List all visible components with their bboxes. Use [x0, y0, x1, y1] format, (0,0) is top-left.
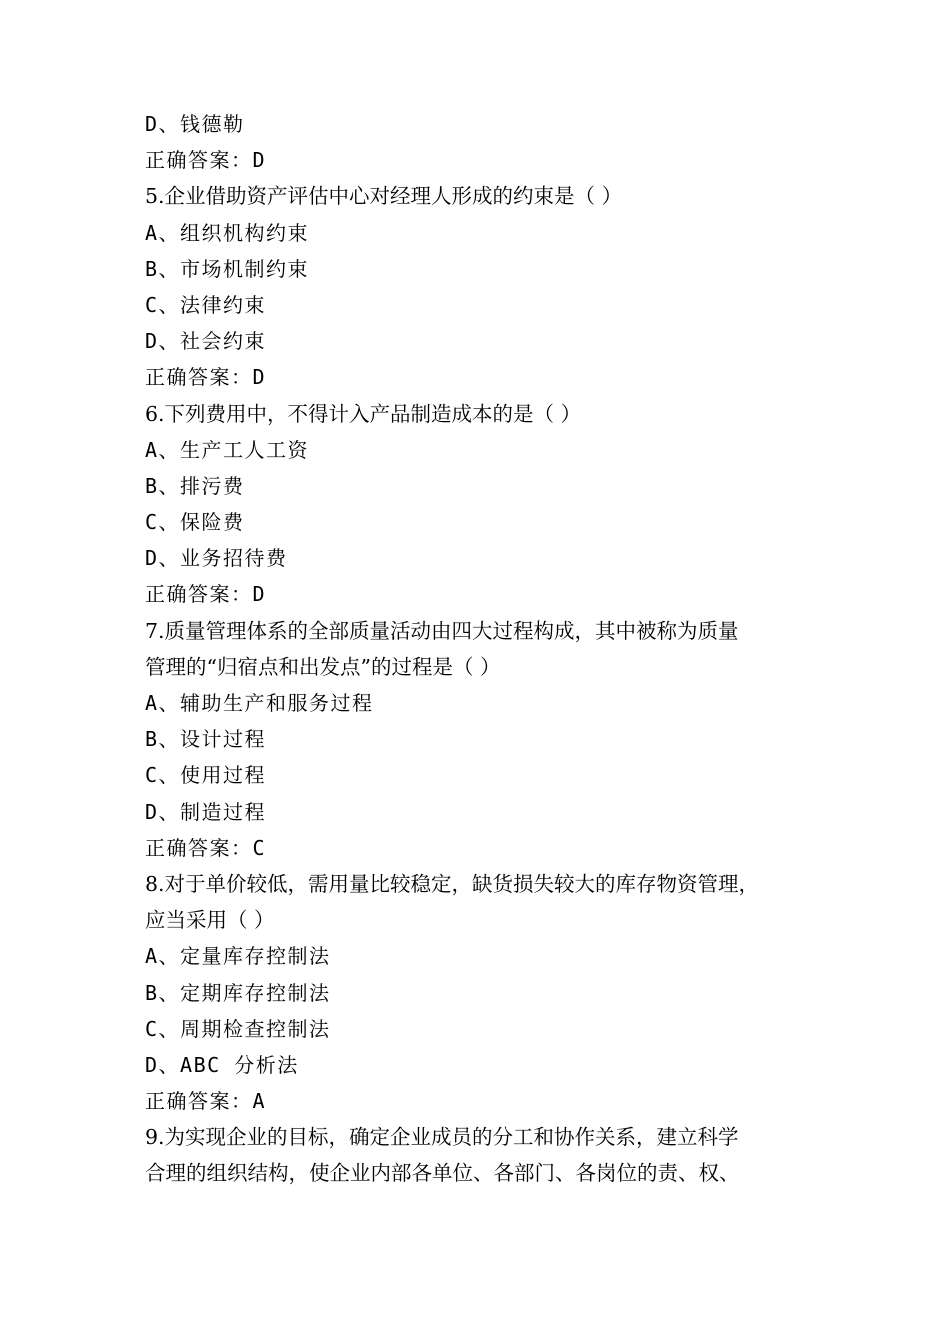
correct-answer: 正确答案：D [145, 365, 267, 390]
answer-option: C、周期检查控制法 [145, 1016, 331, 1041]
answer-option: A、辅助生产和服务过程 [145, 691, 374, 715]
document-body [145, 106, 825, 1192]
correct-answer: 正确答案：A [145, 1089, 267, 1114]
answer-option: C、保险费 [145, 510, 245, 535]
answer-option: D、制造过程 [145, 799, 267, 824]
answer-option: B、定期库存控制法 [145, 980, 331, 1005]
correct-answer: 正确答案：D [145, 148, 267, 173]
question-text: 合理的组织结构，使企业内部各单位、各部门、各岗位的责、权、 [145, 1161, 740, 1186]
question-text: 7.质量管理体系的全部质量活动由四大过程构成，其中被称为质量 [145, 618, 739, 643]
correct-answer: 正确答案：D [145, 582, 267, 607]
answer-option: A、组织机构约束 [145, 220, 310, 245]
answer-option: A、生产工人工资 [145, 437, 310, 462]
answer-option: D、ABC 分析法 [145, 1052, 299, 1077]
answer-option: D、钱德勒 [145, 112, 245, 136]
question-text: 管理的“归宿点和出发点”的过程是（ ） [145, 654, 501, 679]
question-text: 6.下列费用中，不得计入产品制造成本的是（ ） [145, 401, 582, 426]
answer-option: B、市场机制约束 [145, 256, 310, 281]
answer-option: D、业务招待费 [145, 546, 288, 571]
answer-option: C、法律约束 [145, 292, 267, 317]
question-text: 5.企业借助资产评估中心对经理人形成的约束是（ ） [145, 184, 623, 209]
question-text: 应当采用（ ） [145, 908, 275, 933]
question-text: 8.对于单价较低，需用量比较稳定，缺货损失较大的库存物资管理， [145, 871, 760, 896]
correct-answer: 正确答案：C [145, 835, 267, 860]
answer-option: A、定量库存控制法 [145, 944, 331, 969]
answer-option: C、使用过程 [145, 763, 267, 788]
answer-option: B、排污费 [145, 473, 245, 498]
question-text: 9.为实现企业的目标，确定企业成员的分工和协作关系，建立科学 [145, 1125, 739, 1150]
answer-option: D、社会约束 [145, 329, 267, 354]
answer-option: B、设计过程 [145, 727, 267, 752]
